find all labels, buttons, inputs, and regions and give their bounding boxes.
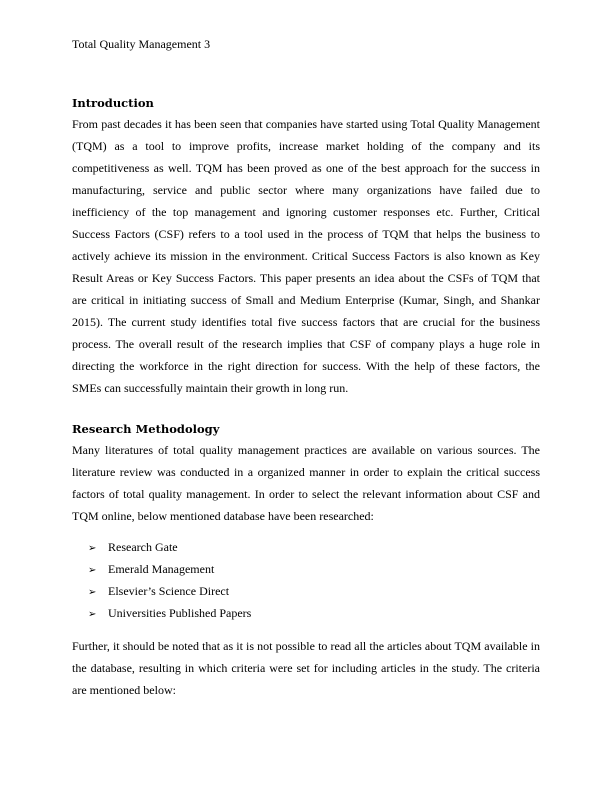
- database-name: Research Gate: [108, 540, 178, 554]
- database-name: Universities Published Papers: [108, 606, 252, 620]
- arrow-bullet-icon: ➢: [88, 543, 97, 554]
- list-item: [88, 559, 540, 581]
- criteria-paragraph: Further, it should be noted that as it is not possible to read all the articles about TQM available in the database, resulting in which criteria were set for including articles in the study. The criteria are mentioned below:: [72, 639, 540, 697]
- database-list: [72, 537, 540, 625]
- page-body: [72, 95, 540, 701]
- arrow-bullet-icon: ➢: [88, 609, 97, 620]
- list-item: [88, 537, 540, 559]
- research-methodology-heading: Research Methodology: [72, 422, 220, 436]
- list-item: [88, 581, 540, 603]
- methodology-paragraph: Many literatures of total quality management practices are available on various sources. The literature review was conducted in a organized manner in order to explain the critical success factors of total quality management. In order to select the relevant information about CSF and TQM online, below mentioned database have been researched:: [72, 443, 540, 523]
- running-header: Total Quality Management 3: [72, 37, 211, 51]
- introduction-heading: Introduction: [72, 96, 154, 110]
- arrow-bullet-icon: ➢: [88, 587, 97, 598]
- database-name: Emerald Management: [108, 562, 215, 576]
- arrow-bullet-icon: ➢: [88, 565, 97, 576]
- introduction-paragraph: From past decades it has been seen that companies have started using Total Quality Management (TQM) as a tool to improve profits, increase market holding of the company and its competitiveness as well. TQM has been proved as one of the best approach for the success in manufacturing, service and public sector where many organizations have failed due to inefficiency of the top management and ignoring customer responses etc. Further, Critical Success Factors (CSF) refers to a tool used in the process of TQM that helps the business to actively achieve its mission in the environment. Critical Success Factors is also known as Key Result Areas or Key Success Factors. This paper presents an idea about the CSFs of TQM that are critical in initiating success of Small and Medium Enterprise (Kumar, Singh, and Shankar 2015). The current study identifies total five success factors that are crucial for the business process. The overall result of the research implies that CSF of company plays a huge role in directing the workforce in the right direction for success. With the help of these factors, the SMEs can successfully maintain their growth in long run.: [72, 117, 540, 395]
- list-item: [88, 603, 540, 625]
- database-name: Elsevier’s Science Direct: [108, 584, 230, 598]
